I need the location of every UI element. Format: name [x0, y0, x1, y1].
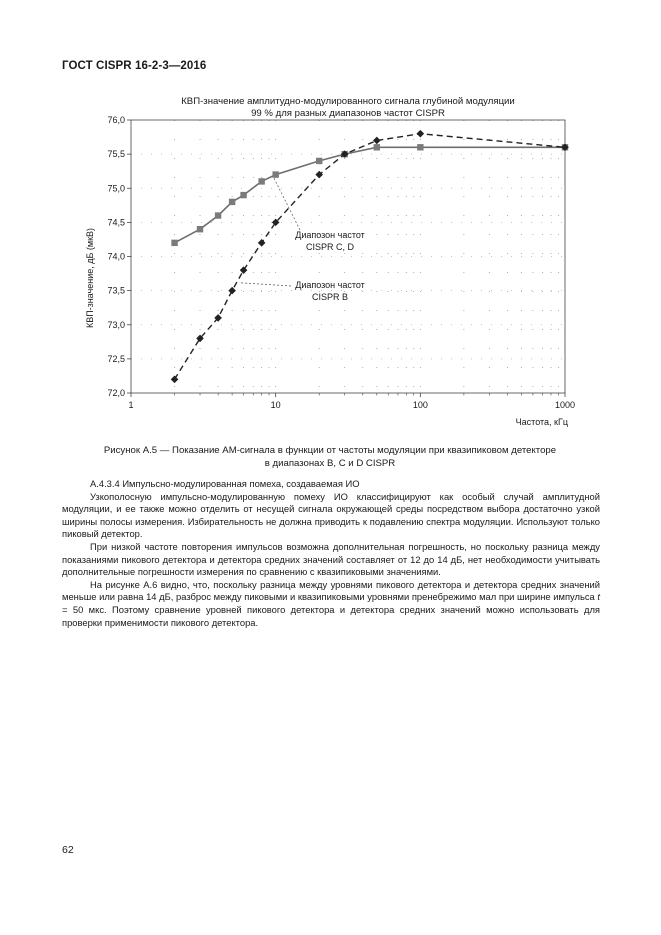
- series-line-0: [175, 147, 566, 243]
- x-tick-label-0: 1: [128, 400, 134, 410]
- series-1-marker-10: [417, 130, 425, 138]
- series-0-marker-10: [417, 144, 423, 150]
- annotation-1-line-1: CISPR B: [311, 292, 349, 302]
- paragraph-2: При низкой частоте повторения импульсов возможна дополнительная погрешность, но поскольку разница между показаниями пикового детектора и детектора средних значений составляет от 12 до 14 дБ, нет необходимости учитывать дополнительные погрешности измерения по сравнению с квазипиковыми значениями.: [62, 540, 600, 578]
- series-1-marker-0: [171, 376, 179, 384]
- series-0-marker-7: [316, 158, 322, 164]
- series-layer: [171, 130, 569, 383]
- y-tick-label-6: 75,0: [107, 183, 125, 194]
- x-tick-label-3: 1000: [554, 400, 576, 410]
- series-0-marker-0: [171, 240, 177, 246]
- annotation-0-line-0: Диапозон частот: [295, 230, 365, 240]
- page-number: 62: [62, 844, 74, 856]
- y-tick-label-7: 75,5: [107, 149, 125, 160]
- series-0-marker-2: [215, 212, 221, 218]
- x-axis-label: Частота, кГц: [515, 417, 568, 427]
- paragraph-3: [62, 579, 600, 629]
- annotation-1-line-0: Диапозон частот: [295, 280, 365, 290]
- paragraph-1: Узкополосную импульсно-модулированную помеху ИО классифицируют как особый случай амплитудной модуляции, и ее также можно отделить от несущей сигнала окружающей среды посредством выбора достаточно узкой ширины полосы измерения. Избирательность не должна приводить к подавлению спектра модуляции. Используют только пиковый детектор.: [62, 490, 600, 540]
- series-1-marker-5: [258, 239, 266, 247]
- caption-line-1: Рисунок А.5 — Показание АМ-сигнала в функции от частоты модуляции при квазипиковом детекторе: [103, 445, 557, 456]
- series-1-marker-3: [228, 287, 236, 295]
- paragraph-3-end: = 50 мкс. Поэтому сравнение уровней пикового детектора и детектора средних значений можно использовать для проверки применимости пикового детектора.: [62, 603, 600, 628]
- series-0-marker-6: [272, 171, 278, 177]
- chart-subtitle: 99 % для разных диапазонов частот CISPR: [251, 108, 445, 119]
- y-axis-label: КВП-значение, дБ (мкВ): [85, 227, 95, 329]
- grid-layer: [131, 120, 565, 393]
- series-0-marker-9: [374, 144, 380, 150]
- chart-svg: [0, 88, 661, 433]
- annotation-layer: [240, 178, 365, 302]
- series-0-marker-3: [229, 199, 235, 205]
- plot-area-frame: [131, 120, 565, 393]
- x-tick-label-2: 100: [412, 400, 428, 410]
- y-tick-label-4: 74,0: [107, 251, 125, 262]
- y-tick-label-0: 72,0: [107, 388, 125, 398]
- x-tick-label-1: 10: [270, 400, 281, 410]
- chart-title: КВП-значение амплитудно-модулированного сигнала глубиной модуляции: [181, 96, 515, 107]
- y-tick-label-3: 73,5: [107, 285, 125, 296]
- figure-caption: [80, 444, 580, 470]
- series-1-marker-9: [373, 137, 381, 145]
- series-line-1: [175, 134, 566, 380]
- y-tick-label-1: 72,5: [107, 353, 125, 364]
- y-tick-label-8: 76,0: [107, 115, 125, 125]
- series-1-marker-4: [240, 266, 248, 274]
- paragraph-3-start: На рисунке А.6 видно, что, поскольку разница между уровнями пикового детектора и детектора средних значений меньше или равна 14 дБ, разброс между пиковыми и квазипиковыми уровнями пренебрежимо мал при ширине импульса: [62, 578, 600, 603]
- axis-layer: [107, 115, 575, 410]
- caption-line-2: в диапазонах B, C и D CISPR: [264, 458, 396, 469]
- annotation-pointer-1: [240, 283, 291, 286]
- y-tick-label-5: 74,5: [107, 217, 125, 228]
- section-heading: А.4.3.4 Импульсно-модулированная помеха, создаваемая ИО: [90, 478, 360, 489]
- y-tick-label-2: 73,0: [107, 319, 125, 330]
- series-0-marker-4: [240, 192, 246, 198]
- document-header: ГОСТ CISPR 16-2-3—2016: [62, 60, 207, 72]
- pulse-width-variable: t: [597, 591, 600, 603]
- annotation-0-line-1: CISPR C, D: [305, 242, 355, 252]
- series-0-marker-1: [197, 226, 203, 232]
- body-text: [62, 478, 600, 629]
- series-0-marker-5: [258, 178, 264, 184]
- chart-container: [0, 88, 661, 433]
